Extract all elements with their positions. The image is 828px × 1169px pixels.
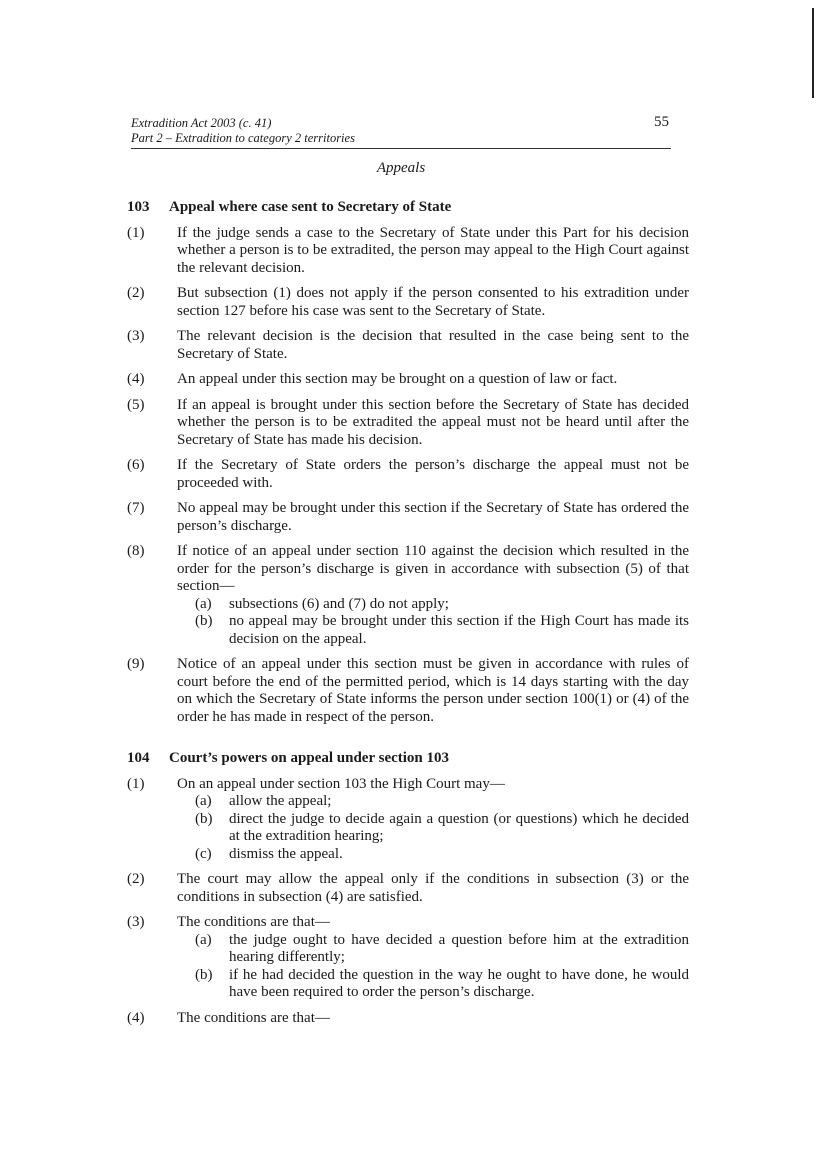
section-number: 103 — [127, 199, 150, 215]
subsection — [127, 285, 689, 320]
subsection-body — [177, 871, 689, 906]
subsection-body — [177, 397, 689, 450]
act-title: Extradition Act 2003 (c. 41) — [131, 116, 272, 130]
subsection-text: If an appeal is brought under this section before the Secretary of State has decided whether the person is to be extradited the appeal must not be heard until after the Secretary of State has made his decision. — [177, 396, 689, 448]
document-body — [127, 199, 689, 1051]
section-title: Court’s powers on appeal under section 103 — [169, 750, 450, 766]
subsection — [127, 328, 689, 363]
subsection-text: On an appeal under section 103 the High Court may— — [177, 775, 505, 792]
paragraph-number: (b) — [195, 810, 213, 827]
subsection-number: (4) — [127, 1009, 145, 1026]
paragraph-text: subsections (6) and (7) do not apply; — [229, 595, 449, 612]
paragraph — [195, 613, 689, 648]
subsection-number: (5) — [127, 396, 145, 413]
subsection-body — [177, 285, 689, 320]
subsection-body — [177, 500, 689, 535]
section-heading — [127, 750, 689, 768]
paragraph-text: the judge ought to have decided a question before him at the extradition hearing differently; — [229, 931, 689, 965]
paragraph-number: (b) — [195, 966, 213, 983]
paragraph — [195, 932, 689, 967]
subsection-text: The conditions are that— — [177, 914, 330, 930]
paragraph-number: (a) — [195, 793, 212, 809]
subsection — [127, 225, 689, 278]
subsection — [127, 500, 689, 535]
section-103 — [127, 199, 689, 726]
subsection-text: If the judge sends a case to the Secretary of State under this Part for his decision whether a person is to be extradited, the person may appeal to the High Court against the relevant decision. — [177, 224, 689, 276]
section-title: Appeal where case sent to Secretary of State — [169, 199, 452, 215]
subsection — [127, 871, 689, 906]
subsection-text: The conditions are that— — [177, 1009, 330, 1026]
section-heading — [127, 199, 689, 217]
subsection — [127, 457, 689, 492]
paragraph-text: dismiss the appeal. — [229, 845, 343, 862]
subsection-number: (3) — [127, 914, 145, 930]
subsection — [127, 543, 689, 648]
subsection-text: No appeal may be brought under this section if the Secretary of State has ordered the person’s discharge. — [177, 500, 689, 534]
subsection-body — [177, 1010, 689, 1028]
paragraph-text: direct the judge to decide again a question (or questions) which he decided at the extradition hearing; — [229, 810, 689, 844]
subsection-text: The court may allow the appeal only if the conditions in subsection (3) or the conditions in subsection (4) are satisfied. — [177, 871, 689, 905]
subsection — [127, 371, 689, 389]
subsection-number: (1) — [127, 775, 145, 792]
subsection-body — [177, 371, 689, 389]
paragraph-number: (a) — [195, 595, 212, 612]
subsection-text: The relevant decision is the decision that resulted in the case being sent to the Secretary of State. — [177, 328, 689, 362]
subsection — [127, 1010, 689, 1028]
subsection-number: (8) — [127, 543, 145, 559]
subsection-body — [177, 328, 689, 363]
running-header — [131, 116, 671, 146]
paragraph-text: allow the appeal; — [229, 793, 332, 809]
group-heading: Appeals — [376, 160, 426, 176]
subsection-text: If notice of an appeal under section 110 against the decision which resulted in the order for the person’s discharge is given in accordance with subsection (5) of that section— — [177, 543, 689, 594]
header-rule — [131, 148, 671, 149]
subsection-text: Notice of an appeal under this section must be given in accordance with rules of court before the end of the permitted period, which is 14 days starting with the day on which the Secretary of State informs the person under section 100(1) or (4) of the order he has made in respect of the person. — [177, 656, 689, 725]
section-104 — [127, 750, 689, 1027]
subsection-text: If the Secretary of State orders the person’s discharge the appeal must not be proceeded with. — [177, 457, 689, 491]
subsection — [127, 776, 689, 864]
subsection — [127, 914, 689, 1002]
subsection-number: (9) — [127, 656, 145, 672]
subsection-number: (2) — [127, 871, 145, 887]
paragraph — [195, 846, 689, 864]
subsection-number: (2) — [127, 285, 145, 301]
paragraph-text: no appeal may be brought under this section if the High Court has made its decision on the appeal. — [229, 613, 689, 647]
subsection-body — [177, 656, 689, 726]
subsection-body — [177, 457, 689, 492]
paragraph-number: (a) — [195, 931, 212, 948]
paragraph — [195, 811, 689, 846]
subsection — [127, 656, 689, 726]
subsection-body — [177, 543, 689, 648]
paragraph — [195, 967, 689, 1002]
subsection-body — [177, 776, 689, 864]
section-number: 104 — [127, 750, 150, 766]
subsection-number: (7) — [127, 500, 145, 516]
subsection-text: But subsection (1) does not apply if the person consented to his extradition under section 127 before his case was sent to the Secretary of State. — [177, 285, 689, 319]
paragraph-number: (c) — [195, 845, 212, 862]
page-number: 55 — [654, 114, 669, 130]
paragraph — [195, 793, 689, 811]
paragraph — [195, 596, 689, 614]
subsection-body — [177, 914, 689, 1002]
subsection-number: (6) — [127, 457, 145, 473]
subsection-body — [177, 225, 689, 278]
subsection-number: (3) — [127, 328, 145, 344]
page-edge-mark — [812, 8, 814, 98]
paragraph-number: (b) — [195, 613, 213, 629]
part-title: Part 2 – Extradition to category 2 territories — [131, 131, 355, 145]
subsection — [127, 397, 689, 450]
subsection-number: (4) — [127, 371, 145, 387]
subsection-text: An appeal under this section may be brought on a question of law or fact. — [177, 371, 618, 387]
paragraph-text: if he had decided the question in the way he ought to have done, he would have been required to order the person’s discharge. — [229, 966, 689, 1000]
subsection-number: (1) — [127, 224, 145, 241]
